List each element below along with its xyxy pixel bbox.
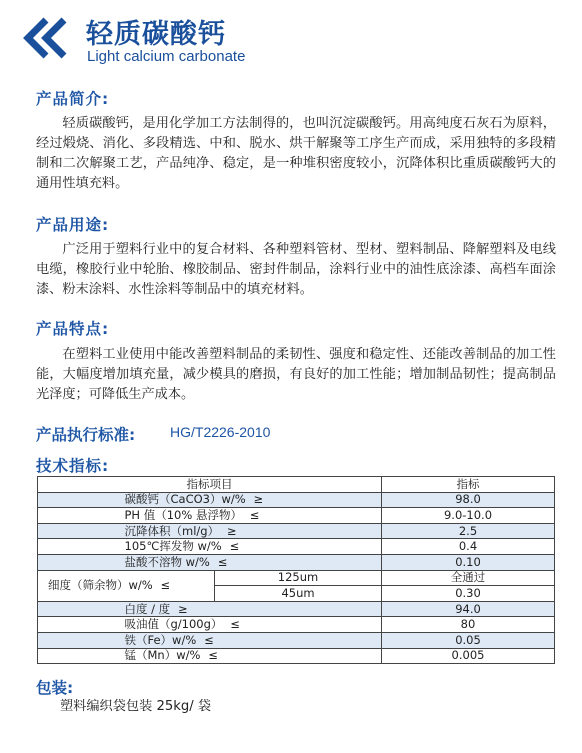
row-item: PH 值（10% 悬浮物） <box>124 507 242 522</box>
table-row-fineness <box>38 570 555 586</box>
row-symbol: ≥ <box>253 492 264 507</box>
intro-heading: 产品简介: <box>36 90 110 108</box>
intro-paragraph: 轻质碳酸钙，是用化学加工方法制得的，也叫沉淀碳酸钙。用高纯度石灰石为原料，经过煅烧、消化、多段精选、中和、脱水、烘干解聚等工序生产而成，采用独特的多段精制和二次解聚工艺，产品纯净、稳定，是一种堆积密度较小，沉降体积比重质碳酸钙大的通用性填充料。 <box>36 116 556 191</box>
row-value: 0.05 <box>382 632 555 648</box>
table-row <box>38 539 555 555</box>
row-item: 沉降体积（ml/g） <box>124 523 220 538</box>
table-row <box>38 617 555 633</box>
fineness-label: 细度（筛余物）w/% <box>48 578 153 593</box>
row-symbol: ≥ <box>178 601 188 616</box>
table-row <box>38 648 555 664</box>
row-symbol: ≤ <box>208 648 218 663</box>
table-row <box>38 632 555 648</box>
fineness-mesh: 45um <box>215 586 382 602</box>
table-row <box>38 601 555 617</box>
page-header <box>18 6 558 68</box>
spec-table <box>37 476 555 664</box>
tech-heading: 技术指标: <box>36 457 110 475</box>
row-item: 白度 / 度 <box>124 601 171 616</box>
table-row <box>38 508 555 524</box>
row-symbol: ≤ <box>204 632 214 647</box>
fineness-value: 0.30 <box>382 586 555 602</box>
use-paragraph: 广泛用于塑料行业中的复合材料、各种塑料管材、型材、塑料制品、降解塑料及电线电缆，橡胶行业中轮胎、橡胶制品、密封件制品，涂料行业中的油性底涂漆、高档车面涂漆、粉末涂料、水性涂料等制品中的填充材料。 <box>36 242 556 297</box>
table-row <box>38 554 555 570</box>
page-title: 轻质碳酸钙 <box>86 19 226 50</box>
row-value: 98.0 <box>382 492 555 508</box>
row-value: 80 <box>382 617 555 633</box>
table-row <box>38 523 555 539</box>
row-item: 铁（Fe）w/% <box>124 632 197 647</box>
use-heading: 产品用途: <box>36 216 110 234</box>
row-item: 盐酸不溶物 w/% <box>124 554 210 569</box>
packaging-text: 塑料编织袋包装 25kg/ 袋 <box>60 699 212 714</box>
row-value: 0.10 <box>382 554 555 570</box>
row-value: 94.0 <box>382 601 555 617</box>
row-item: 吸油值（g/100g） <box>124 617 223 632</box>
row-item: 碳酸钙（CaCO3）w/% <box>124 492 246 507</box>
row-item: 105℃挥发物 w/% <box>124 539 222 554</box>
row-value: 9.0-10.0 <box>382 508 555 524</box>
double-chevron-left-icon <box>20 16 76 60</box>
page-subtitle: Light calcium carbonate <box>87 48 246 65</box>
row-value: 2.5 <box>382 523 555 539</box>
fineness-mesh: 125um <box>215 570 382 586</box>
header-item-cell: 指标项目 <box>38 477 382 493</box>
standard-heading: 产品执行标准: <box>36 426 136 444</box>
row-symbol: ≥ <box>226 523 237 538</box>
row-symbol: ≤ <box>217 554 228 569</box>
row-value: 0.4 <box>382 539 555 555</box>
feature-heading: 产品特点: <box>36 320 110 338</box>
fineness-symbol: ≤ <box>160 578 171 593</box>
fineness-value: 全通过 <box>382 570 555 586</box>
feature-paragraph: 在塑料工业使用中能改善塑料制品的柔韧性、强度和稳定性、还能改善制品的加工性能，大幅度增加填充量，减少模具的磨损，有良好的加工性能；增加制品韧性；提高制品光泽度；可降低生产成本。 <box>36 347 556 402</box>
row-symbol: ≤ <box>229 539 240 554</box>
row-value: 0.005 <box>382 648 555 664</box>
row-symbol: ≤ <box>230 617 240 632</box>
table-header-row <box>38 477 555 493</box>
row-symbol: ≤ <box>249 507 260 522</box>
table-row <box>38 492 555 508</box>
header-value-cell: 指标 <box>382 477 555 493</box>
standard-value: HG/T2226-2010 <box>170 424 271 440</box>
row-item: 锰（Mn）w/% <box>124 648 201 663</box>
packaging-heading: 包装: <box>36 679 74 697</box>
